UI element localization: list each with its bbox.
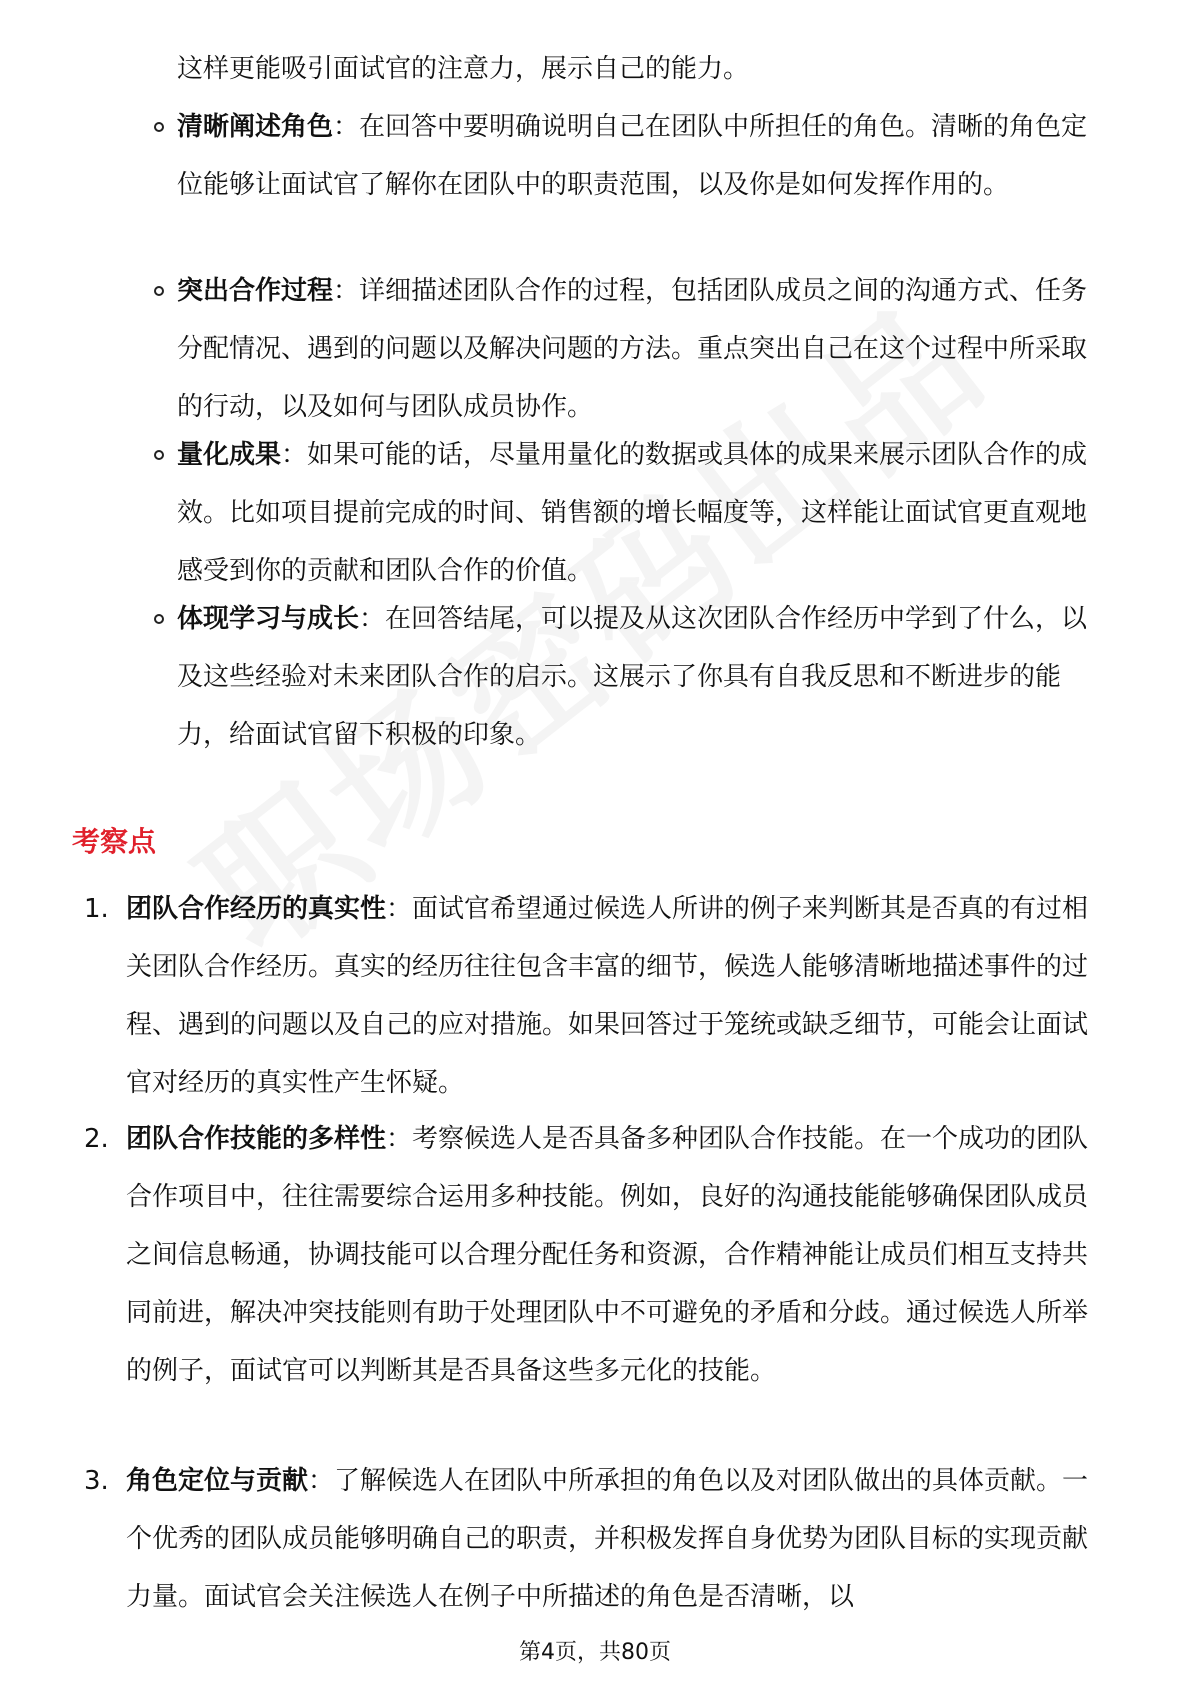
numbered-item (84, 1110, 1112, 1400)
section-heading: 考察点 (72, 825, 157, 858)
hollow-bullet-icon (154, 450, 164, 460)
item-body: ：考察候选人是否具备多种团队合作技能。在一个成功的团队合作项目中，往往需要综合运用多种技能。例如，良好的沟通技能能够确保团队成员之间信息畅通，协调技能可以合理分配任务和资源，合作精神能让成员们相互支持共同前进，解决冲突技能则有助于处理团队中不可避免的矛盾和分歧。通过候选人所举的例子，面试官可以判断其是否具备这些多元化的技能。 (126, 1124, 1089, 1386)
bullet-item (177, 426, 1112, 600)
bullet-text (177, 98, 1112, 214)
page-number: 第4页，共80页 (519, 1640, 671, 1665)
item-title: 团队合作经历的真实性 (126, 894, 387, 924)
hollow-bullet-icon (154, 122, 164, 132)
bullet-text (177, 590, 1112, 764)
item-number: 2. (84, 1124, 109, 1154)
bullet-title: 体现学习与成长 (177, 604, 360, 634)
bullet-body: ：在回答中要明确说明自己在团队中所担任的角色。清晰的角色定位能够让面试官了解你在团队中的职责范围，以及你是如何发挥作用的。 (177, 112, 1088, 200)
item-text (126, 1452, 1112, 1626)
bullet-item (177, 590, 1112, 764)
numbered-item (84, 880, 1112, 1112)
bullet-title: 量化成果 (177, 440, 282, 470)
bullet-item (177, 98, 1112, 214)
bullet-item (177, 262, 1112, 436)
bullet-title: 清晰阐述角色 (177, 112, 334, 142)
numbered-item (84, 1452, 1112, 1626)
bullet-text (177, 426, 1112, 600)
item-title: 团队合作技能的多样性 (126, 1124, 387, 1154)
intro-paragraph-tail: 这样更能吸引面试官的注意力，展示自己的能力。 (177, 54, 750, 84)
hollow-bullet-icon (154, 614, 164, 624)
bullet-body: ：详细描述团队合作的过程，包括团队成员之间的沟通方式、任务分配情况、遇到的问题以及解决问题的方法。重点突出自己在这个过程中所采取的行动，以及如何与团队成员协作。 (177, 276, 1088, 422)
item-title: 角色定位与贡献 (126, 1466, 309, 1496)
item-number: 1. (84, 894, 109, 924)
item-body: ：面试官希望通过候选人所讲的例子来判断其是否真的有过相关团队合作经历。真实的经历往往包含丰富的细节，候选人能够清晰地描述事件的过程、遇到的问题以及自己的应对措施。如果回答过于笼统或缺乏细节，可能会让面试官对经历的真实性产生怀疑。 (126, 894, 1089, 1098)
hollow-bullet-icon (154, 286, 164, 296)
item-text (126, 880, 1112, 1112)
bullet-body: ：在回答结尾，可以提及从这次团队合作经历中学到了什么，以及这些经验对未来团队合作的启示。这展示了你具有自我反思和不断进步的能力，给面试官留下积极的印象。 (177, 604, 1088, 750)
item-body: ：了解候选人在团队中所承担的角色以及对团队做出的具体贡献。一个优秀的团队成员能够明确自己的职责，并积极发挥自身优势为团队目标的实现贡献力量。面试官会关注候选人在例子中所描述的角色是否清晰，以 (126, 1466, 1089, 1612)
bullet-title: 突出合作过程 (177, 276, 334, 306)
item-text (126, 1110, 1112, 1400)
bullet-body: ：如果可能的话，尽量用量化的数据或具体的成果来展示团队合作的成效。比如项目提前完成的时间、销售额的增长幅度等，这样能让面试官更直观地感受到你的贡献和团队合作的价值。 (177, 440, 1088, 586)
item-number: 3. (84, 1466, 109, 1496)
bullet-text (177, 262, 1112, 436)
